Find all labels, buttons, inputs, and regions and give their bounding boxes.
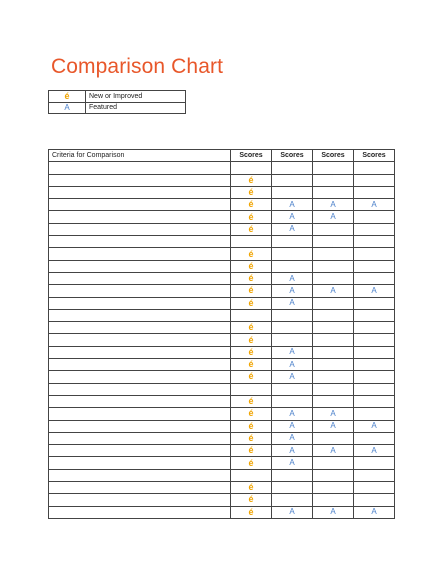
table-row <box>49 322 395 334</box>
table-row <box>49 395 395 407</box>
new-improved-icon: é <box>231 482 272 494</box>
score-cell <box>313 248 354 260</box>
score-cell <box>272 322 313 334</box>
table-row <box>49 482 395 494</box>
criteria-cell <box>49 383 231 395</box>
criteria-cell <box>49 186 231 198</box>
score-cell <box>354 162 395 174</box>
criteria-cell <box>49 285 231 297</box>
table-row <box>49 420 395 432</box>
featured-icon: A <box>272 285 313 297</box>
score-cell <box>354 395 395 407</box>
score-cell <box>313 494 354 506</box>
featured-icon: A <box>272 457 313 469</box>
score-cell <box>272 186 313 198</box>
score-cell <box>313 371 354 383</box>
table-row <box>49 260 395 272</box>
criteria-cell <box>49 359 231 371</box>
score-cell <box>272 248 313 260</box>
score-cell <box>354 457 395 469</box>
new-improved-icon: é <box>231 285 272 297</box>
criteria-cell <box>49 371 231 383</box>
new-improved-icon: é <box>231 186 272 198</box>
table-row <box>49 211 395 223</box>
table-row <box>49 236 395 248</box>
new-improved-icon: é <box>231 408 272 420</box>
score-cell <box>231 162 272 174</box>
featured-icon: A <box>272 346 313 358</box>
score-cell <box>354 186 395 198</box>
table-row <box>49 297 395 309</box>
criteria-cell <box>49 162 231 174</box>
new-improved-icon: é <box>231 223 272 235</box>
featured-icon: A <box>354 445 395 457</box>
score-cell <box>354 408 395 420</box>
new-improved-icon: é <box>231 371 272 383</box>
criteria-cell <box>49 309 231 321</box>
criteria-cell <box>49 408 231 420</box>
table-row <box>49 494 395 506</box>
criteria-cell <box>49 322 231 334</box>
table-row <box>49 445 395 457</box>
featured-icon: A <box>272 223 313 235</box>
score-cell <box>313 322 354 334</box>
featured-icon: A <box>354 420 395 432</box>
new-improved-icon: é <box>231 432 272 444</box>
table-row <box>49 506 395 518</box>
featured-icon: A <box>272 506 313 518</box>
score-cell <box>313 432 354 444</box>
new-improved-icon: é <box>231 174 272 186</box>
legend-table <box>48 90 186 114</box>
score-cell <box>354 469 395 481</box>
page-title: Comparison Chart <box>51 55 223 78</box>
new-improved-icon: é <box>231 395 272 407</box>
new-improved-icon: é <box>231 506 272 518</box>
score-cell <box>354 309 395 321</box>
score-cell <box>231 309 272 321</box>
header-criteria: Criteria for Comparison <box>49 150 231 162</box>
score-cell <box>354 322 395 334</box>
score-cell <box>313 359 354 371</box>
score-cell <box>313 186 354 198</box>
score-cell <box>272 482 313 494</box>
featured-icon: A <box>354 199 395 211</box>
criteria-cell <box>49 395 231 407</box>
table-row <box>49 359 395 371</box>
legend-row-featured <box>49 102 186 114</box>
table-row <box>49 272 395 284</box>
criteria-cell <box>49 211 231 223</box>
criteria-cell <box>49 334 231 346</box>
criteria-cell <box>49 469 231 481</box>
header-scores: Scores <box>313 150 354 162</box>
score-cell <box>354 248 395 260</box>
criteria-cell <box>49 420 231 432</box>
table-row <box>49 285 395 297</box>
score-cell <box>354 223 395 235</box>
score-cell <box>354 359 395 371</box>
new-improved-icon: é <box>231 346 272 358</box>
table-row <box>49 223 395 235</box>
table-row <box>49 248 395 260</box>
score-cell <box>313 383 354 395</box>
score-cell <box>231 469 272 481</box>
table-row <box>49 432 395 444</box>
score-cell <box>354 236 395 248</box>
featured-icon: A <box>354 506 395 518</box>
header-scores: Scores <box>231 150 272 162</box>
score-cell <box>354 211 395 223</box>
new-improved-icon: é <box>231 297 272 309</box>
criteria-cell <box>49 506 231 518</box>
score-cell <box>272 494 313 506</box>
criteria-cell <box>49 223 231 235</box>
table-row <box>49 186 395 198</box>
featured-icon: A <box>272 272 313 284</box>
table-row <box>49 346 395 358</box>
featured-icon: A <box>313 506 354 518</box>
score-cell <box>313 174 354 186</box>
new-improved-icon: é <box>231 359 272 371</box>
score-cell <box>354 432 395 444</box>
score-cell <box>272 334 313 346</box>
score-cell <box>272 174 313 186</box>
score-cell <box>354 174 395 186</box>
legend-row-new <box>49 91 186 103</box>
score-cell <box>313 272 354 284</box>
table-row <box>49 408 395 420</box>
featured-icon: A <box>272 420 313 432</box>
featured-icon: A <box>272 211 313 223</box>
table-row <box>49 383 395 395</box>
criteria-cell <box>49 445 231 457</box>
score-cell <box>354 346 395 358</box>
table-row <box>49 162 395 174</box>
featured-icon: A <box>313 445 354 457</box>
score-cell <box>313 482 354 494</box>
score-cell <box>313 346 354 358</box>
comparison-table <box>48 149 395 519</box>
score-cell <box>354 494 395 506</box>
criteria-cell <box>49 457 231 469</box>
featured-icon: A <box>272 445 313 457</box>
featured-icon: A <box>272 199 313 211</box>
score-cell <box>354 334 395 346</box>
score-cell <box>313 297 354 309</box>
featured-icon: A <box>49 102 86 114</box>
featured-icon: A <box>313 420 354 432</box>
table-row <box>49 174 395 186</box>
score-cell <box>354 371 395 383</box>
score-cell <box>354 272 395 284</box>
score-cell <box>231 383 272 395</box>
legend-label-featured: Featured <box>86 102 186 114</box>
criteria-cell <box>49 248 231 260</box>
score-cell <box>272 469 313 481</box>
new-improved-icon: é <box>231 420 272 432</box>
score-cell <box>313 334 354 346</box>
new-improved-icon: é <box>231 260 272 272</box>
criteria-cell <box>49 432 231 444</box>
score-cell <box>272 395 313 407</box>
table-row <box>49 334 395 346</box>
score-cell <box>313 162 354 174</box>
score-cell <box>354 383 395 395</box>
score-cell <box>272 309 313 321</box>
featured-icon: A <box>313 408 354 420</box>
featured-icon: A <box>313 211 354 223</box>
table-row <box>49 469 395 481</box>
new-improved-icon: é <box>231 322 272 334</box>
criteria-cell <box>49 260 231 272</box>
criteria-cell <box>49 236 231 248</box>
header-scores: Scores <box>354 150 395 162</box>
criteria-cell <box>49 272 231 284</box>
table-row <box>49 457 395 469</box>
criteria-cell <box>49 494 231 506</box>
criteria-cell <box>49 199 231 211</box>
score-cell <box>354 482 395 494</box>
featured-icon: A <box>272 359 313 371</box>
featured-icon: A <box>354 285 395 297</box>
table-row <box>49 199 395 211</box>
score-cell <box>354 260 395 272</box>
score-cell <box>272 236 313 248</box>
criteria-cell <box>49 346 231 358</box>
criteria-cell <box>49 297 231 309</box>
score-cell <box>313 469 354 481</box>
score-cell <box>313 457 354 469</box>
featured-icon: A <box>272 371 313 383</box>
score-cell <box>313 236 354 248</box>
new-improved-icon: é <box>49 91 86 103</box>
featured-icon: A <box>313 199 354 211</box>
criteria-cell <box>49 174 231 186</box>
score-cell <box>313 395 354 407</box>
featured-icon: A <box>272 408 313 420</box>
new-improved-icon: é <box>231 445 272 457</box>
score-cell <box>354 297 395 309</box>
score-cell <box>272 260 313 272</box>
score-cell <box>272 383 313 395</box>
table-row <box>49 309 395 321</box>
score-cell <box>272 162 313 174</box>
new-improved-icon: é <box>231 199 272 211</box>
table-row <box>49 371 395 383</box>
new-improved-icon: é <box>231 272 272 284</box>
score-cell <box>313 309 354 321</box>
new-improved-icon: é <box>231 457 272 469</box>
score-cell <box>231 236 272 248</box>
legend-label-new: New or Improved <box>86 91 186 103</box>
header-scores: Scores <box>272 150 313 162</box>
new-improved-icon: é <box>231 211 272 223</box>
score-cell <box>313 260 354 272</box>
featured-icon: A <box>272 432 313 444</box>
new-improved-icon: é <box>231 248 272 260</box>
featured-icon: A <box>272 297 313 309</box>
score-cell <box>313 223 354 235</box>
table-header-row <box>49 150 395 162</box>
new-improved-icon: é <box>231 334 272 346</box>
featured-icon: A <box>313 285 354 297</box>
new-improved-icon: é <box>231 494 272 506</box>
criteria-cell <box>49 482 231 494</box>
